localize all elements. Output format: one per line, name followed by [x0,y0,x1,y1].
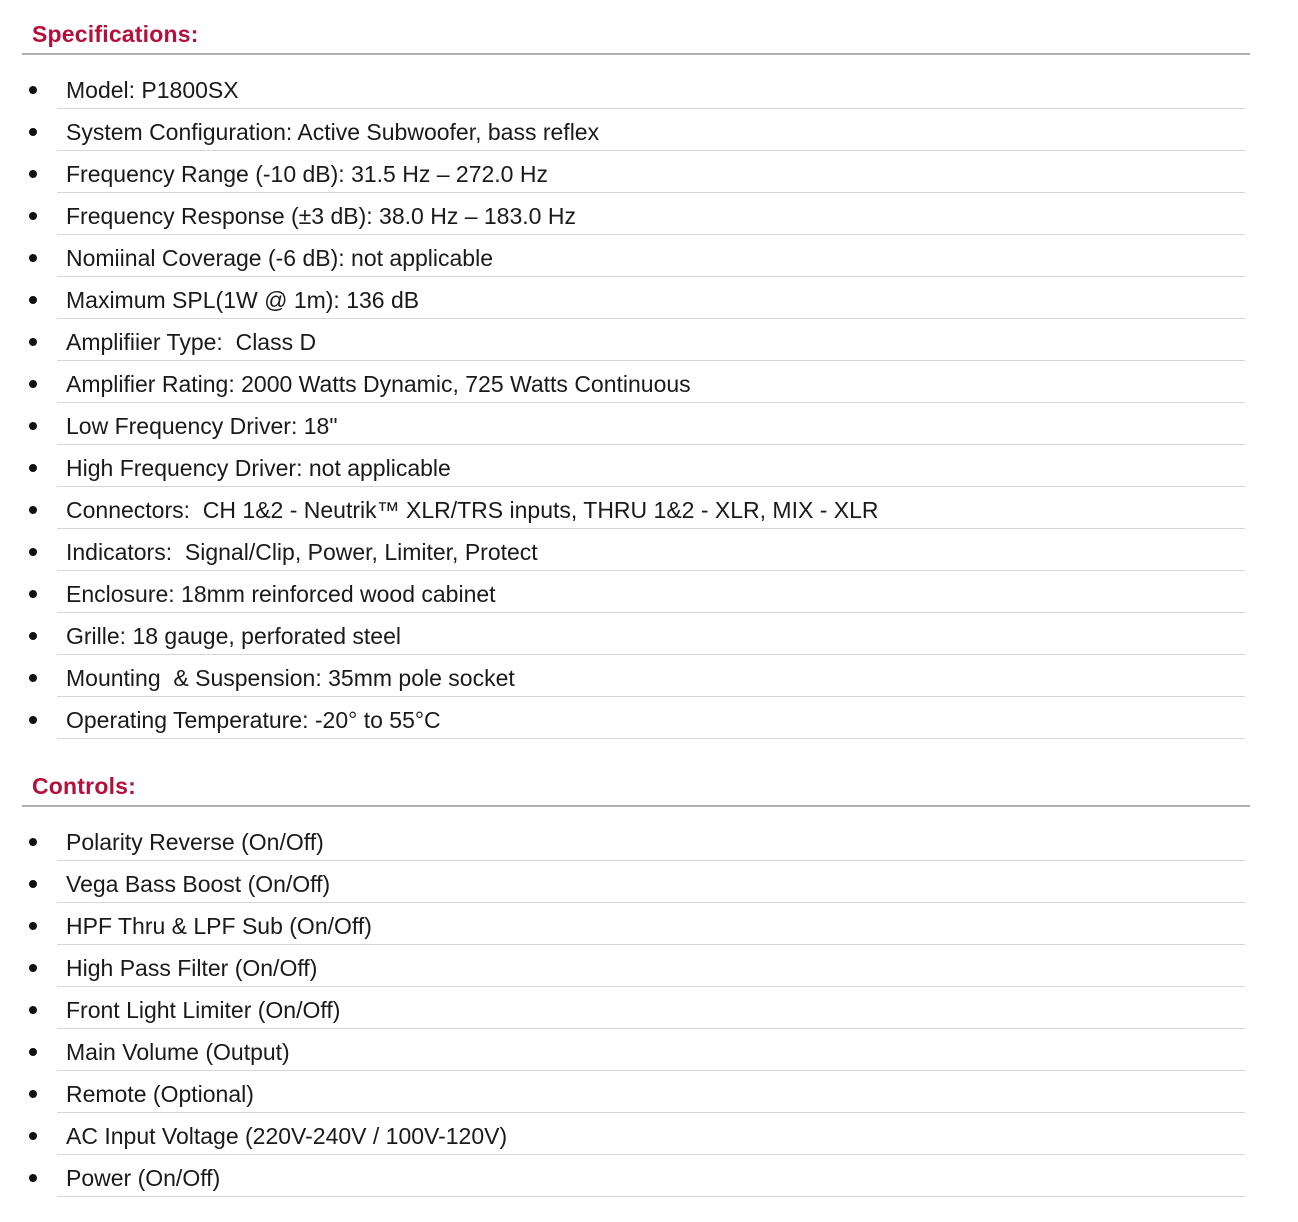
bullet-icon [29,1174,37,1182]
bullet-icon [29,716,37,724]
list-item [0,987,1298,1029]
list-item [0,1113,1298,1155]
list-item [0,1155,1298,1197]
list-item-text: Power (On/Off) [66,1165,221,1191]
bullet-icon [29,1132,37,1140]
list-item [0,613,1298,655]
list-item-text: Main Volume (Output) [66,1039,290,1065]
bullet-icon [29,1006,37,1014]
bullet-icon [29,212,37,220]
list-item [0,151,1298,193]
list-item [0,277,1298,319]
list-item [0,571,1298,613]
bullet-icon [29,464,37,472]
bullet-icon [29,674,37,682]
bullet-icon [29,422,37,430]
bullet-icon [29,1090,37,1098]
controls-heading: Controls: [32,773,137,799]
list-item-text: High Pass Filter (On/Off) [66,955,318,981]
list-item [0,319,1298,361]
bullet-icon [29,632,37,640]
bullet-icon [29,964,37,972]
list-item [0,697,1298,739]
list-item [0,445,1298,487]
bullet-icon [29,296,37,304]
bullet-icon [29,86,37,94]
list-item-text: Front Light Limiter (On/Off) [66,997,341,1023]
bullet-icon [29,506,37,514]
list-item-text: Nomiinal Coverage (-6 dB): not applicable [66,245,493,271]
list-item [0,861,1298,903]
controls-rule [22,805,1250,807]
row-divider [57,1196,1245,1197]
list-item-text: Grille: 18 gauge, perforated steel [66,623,401,649]
list-item-text: Remote (Optional) [66,1081,254,1107]
list-item-text: Operating Temperature: -20° to 55°C [66,707,441,733]
bullet-icon [29,922,37,930]
list-item [0,403,1298,445]
row-divider [57,738,1245,739]
list-item [0,67,1298,109]
list-item-text: Polarity Reverse (On/Off) [66,829,324,855]
list-item [0,529,1298,571]
list-item-text: Maximum SPL(1W @ 1m): 136 dB [66,287,420,313]
list-item-text: Enclosure: 18mm reinforced wood cabinet [66,581,496,607]
list-item-text: Indicators: Signal/Clip, Power, Limiter, Protect [66,539,538,565]
list-item [0,109,1298,151]
list-item-text: Connectors: CH 1&2 - Neutrik™ XLR/TRS inputs, THRU 1&2 - XLR, MIX - XLR [66,497,879,523]
list-item-text: AC Input Voltage (220V-240V / 100V-120V) [66,1123,508,1149]
specifications-heading: Specifications: [32,21,199,47]
list-item-text: High Frequency Driver: not applicable [66,455,451,481]
list-item-text: Model: P1800SX [66,77,239,103]
specifications-list [0,67,1298,739]
list-item-text: HPF Thru & LPF Sub (On/Off) [66,913,372,939]
list-item [0,655,1298,697]
list-item [0,1071,1298,1113]
bullet-icon [29,548,37,556]
list-item [0,487,1298,529]
list-item-text: Low Frequency Driver: 18" [66,413,338,439]
bullet-icon [29,590,37,598]
list-item-text: Vega Bass Boost (On/Off) [66,871,331,897]
list-item-text: Amplifiier Type: Class D [66,329,317,355]
controls-list [0,819,1298,1197]
list-item [0,235,1298,277]
list-item [0,819,1298,861]
list-item-text: Frequency Range (-10 dB): 31.5 Hz – 272.0 Hz [66,161,548,187]
bullet-icon [29,338,37,346]
bullet-icon [29,1048,37,1056]
list-item [0,1029,1298,1071]
list-item [0,945,1298,987]
specifications-rule [22,53,1250,55]
bullet-icon [29,838,37,846]
list-item-text: Amplifier Rating: 2000 Watts Dynamic, 725 Watts Continuous [66,371,691,397]
list-item-text: Mounting & Suspension: 35mm pole socket [66,665,515,691]
list-item-text: System Configuration: Active Subwoofer, bass reflex [66,119,600,145]
bullet-icon [29,254,37,262]
bullet-icon [29,170,37,178]
bullet-icon [29,128,37,136]
bullet-icon [29,380,37,388]
bullet-icon [29,880,37,888]
list-item-text: Frequency Response (±3 dB): 38.0 Hz – 183.0 Hz [66,203,576,229]
list-item [0,903,1298,945]
list-item [0,193,1298,235]
list-item [0,361,1298,403]
